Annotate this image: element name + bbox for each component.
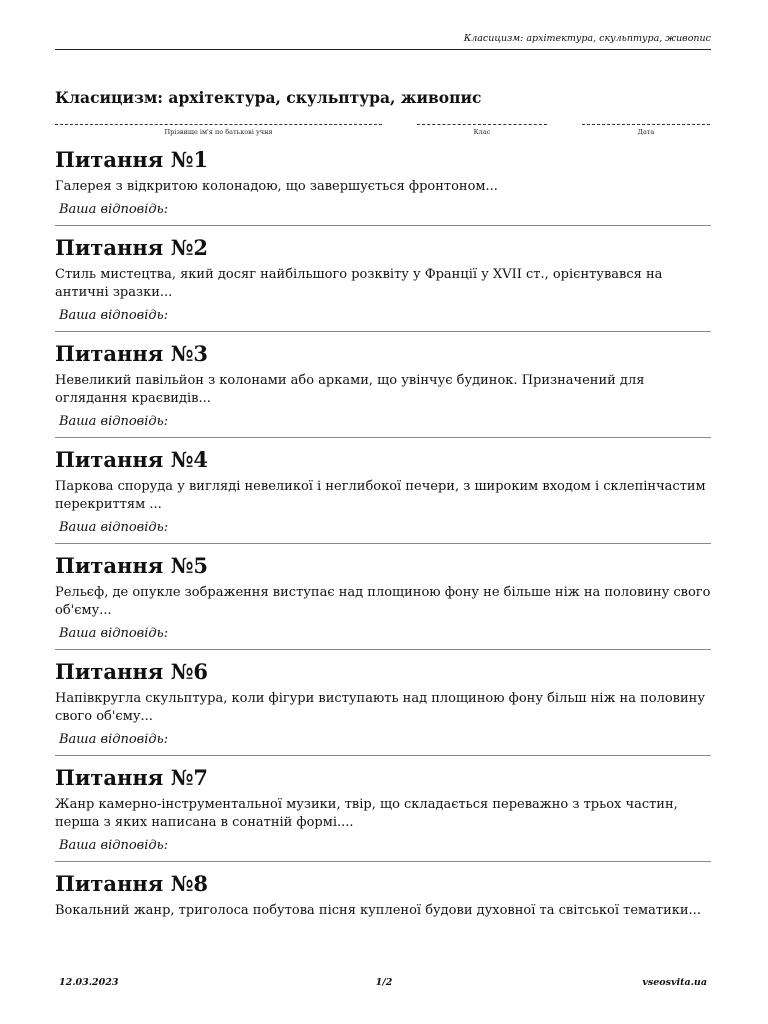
footer-site: vseosvita.ua	[642, 977, 707, 988]
question-text: Вокальний жанр, триголоса побутова пісня купленої будови духовної та світської тематики...	[55, 903, 701, 918]
question-text: Жанр камерно-інструментальної музики, твір, що складається переважно з трьох частин, перша з яких написана в сонатній формі....	[55, 797, 678, 830]
question-heading: Питання №3	[55, 341, 209, 366]
question-heading: Питання №4	[55, 447, 209, 472]
running-header: Класицизм: архітектура, скульптура, живопис	[55, 33, 711, 50]
date-line	[582, 116, 710, 125]
question-text: Невеликий павільйон з колонами або арками, що увінчує будинок. Призначений для оглядання краєвидів...	[55, 373, 645, 406]
answer-label: Ваша відповідь:	[59, 308, 169, 323]
date-caption: Дата	[637, 128, 655, 136]
question-text: Галерея з відкритою колонадою, що завершується фронтоном...	[55, 179, 498, 194]
question-heading: Питання №7	[55, 765, 209, 790]
question-block	[55, 658, 711, 756]
class-caption: Клас	[473, 128, 491, 136]
question-heading: Питання №2	[55, 235, 209, 260]
question-text: Напівкругла скульптура, коли фігури виступають над площиною фону більш ніж на половину свого об'єму...	[55, 691, 705, 724]
question-text: Стиль мистецтва, який досяг найбільшого розквіту у Франції у XVII ст., орієнтувався на античні зразки...	[55, 267, 663, 300]
answer-label: Ваша відповідь:	[59, 732, 169, 747]
question-block	[55, 340, 711, 438]
question-text: Рельєф, де опукле зображення виступає над площиною фону не більше ніж на половину свого об'єму...	[55, 585, 711, 618]
question-heading: Питання №8	[55, 871, 209, 896]
question-heading: Питання №5	[55, 553, 209, 578]
answer-label: Ваша відповідь:	[59, 520, 169, 535]
question-text: Паркова споруда у вигляді невеликої і неглибокої печери, з широким входом і склепінчастим перекриттям ...	[55, 479, 706, 512]
question-block	[55, 446, 711, 544]
page-number: 1/2	[375, 977, 393, 988]
student-name-field	[55, 116, 382, 136]
answer-label: Ваша відповідь:	[59, 838, 169, 853]
question-block	[55, 764, 711, 862]
question-block	[55, 234, 711, 332]
question-block	[55, 870, 711, 926]
footer-date: 12.03.2023	[59, 977, 119, 988]
class-field	[417, 116, 547, 136]
document-title: Класицизм: архітектура, скульптура, живопис	[55, 88, 482, 107]
answer-label: Ваша відповідь:	[59, 626, 169, 641]
question-block	[55, 146, 711, 226]
student-name-line	[55, 116, 382, 125]
answer-label: Ваша відповідь:	[59, 202, 169, 217]
question-list	[55, 146, 711, 934]
class-line	[417, 116, 547, 125]
student-name-caption: Прізвище ім'я по батькові учня	[164, 128, 273, 136]
date-field	[582, 116, 710, 136]
answer-label: Ваша відповідь:	[59, 414, 169, 429]
question-heading: Питання №6	[55, 659, 209, 684]
question-heading: Питання №1	[55, 147, 209, 172]
signature-fields	[0, 116, 768, 138]
question-block	[55, 552, 711, 650]
